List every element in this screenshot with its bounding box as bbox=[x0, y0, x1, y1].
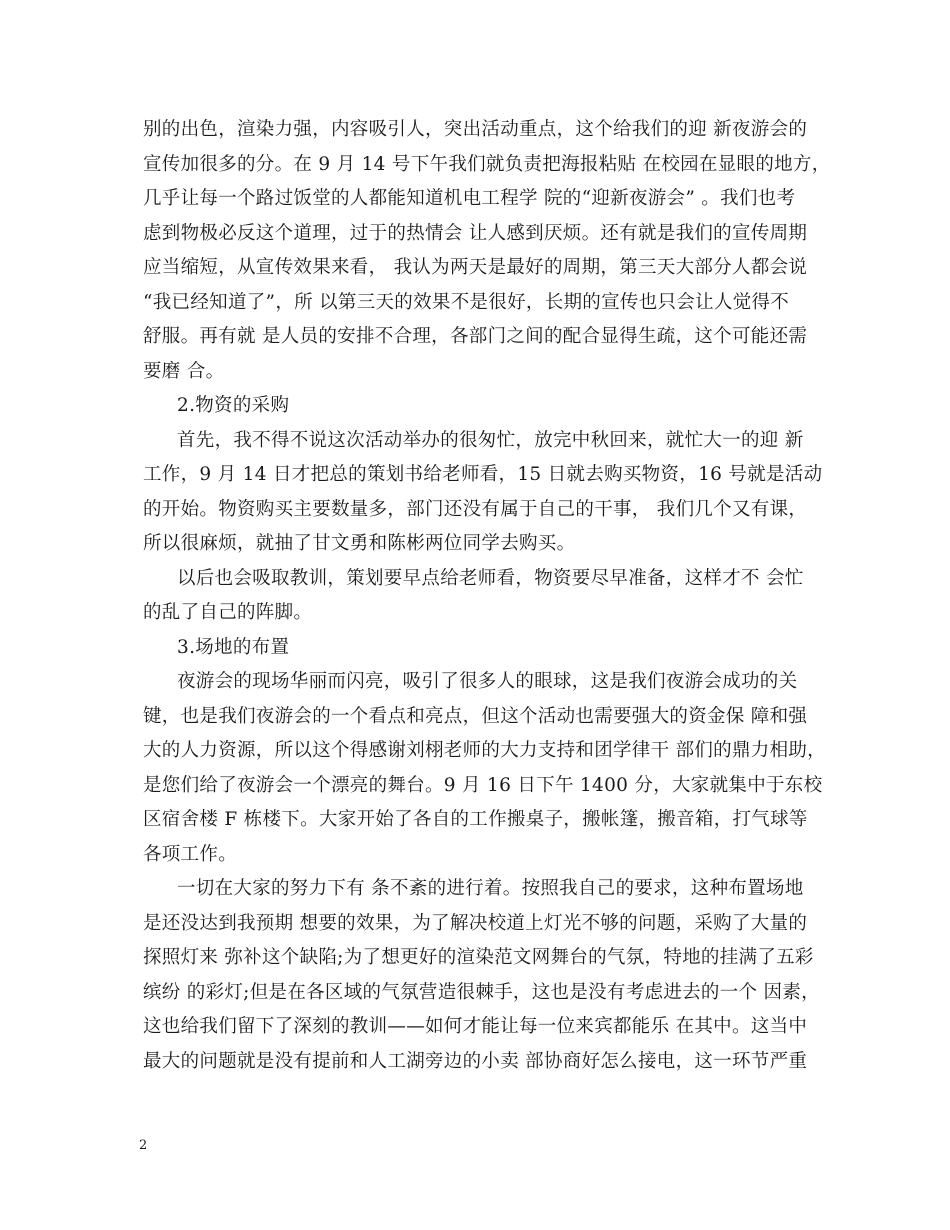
text-line: 的乱了自己的阵脚。 bbox=[143, 602, 313, 623]
text-line: 是还没达到我预期 想要的效果，为了解决校道上灯光不够的问题，采购了大量的 bbox=[143, 912, 808, 934]
text-line: 的开始。物资购买主要数量多，部门还没有属于自己的干事， 我们几个又有课， bbox=[143, 498, 808, 520]
page-number: 2 bbox=[139, 1138, 148, 1153]
text-line: 要磨 合。 bbox=[143, 360, 225, 382]
text-line: 键，也是我们夜游会的一个看点和亮点，但这个活动也需要强大的资金保 障和强 bbox=[143, 705, 808, 727]
text-line: 是您们给了夜游会一个漂亮的舞台。9 月 16 日下午 1400 分，大家就集中于东校 bbox=[143, 774, 823, 796]
document-body bbox=[143, 113, 831, 1079]
text-line: 所以很麻烦，就抽了甘文勇和陈彬两位同学去购买。 bbox=[143, 533, 576, 554]
text-line: “我已经知道了”，所 以第三天的效果不是很好，长期的宣传也只会让人觉得不 bbox=[143, 291, 790, 313]
text-line: 2.物资的采购 bbox=[177, 395, 290, 416]
text-line: 一切在大家的努力下有 条不紊的进行着。按照我自己的要求，这种布置场地 bbox=[177, 878, 804, 899]
text-line: 舒服。再有就 是人员的安排不合理，各部门之间的配合显得生疏，这个可能还需 bbox=[143, 326, 808, 347]
text-line: 应当缩短，从宣传效果来看， 我认为两天是最好的周期，第三天大部分人都会说 bbox=[143, 257, 808, 278]
text-line: 这也给我们留下了深刻的教训——如何才能让每一位来宾都能乐 在其中。这当中 bbox=[143, 1016, 808, 1037]
text-line: 大的人力资源，所以这个得感谢刘栩老师的大力支持和团学律干 部们的鼎力相助， bbox=[143, 740, 826, 761]
text-line: 区宿舍楼 F 栋楼下。大家开始了各自的工作搬桌子，搬帐篷，搬音箱，打气球等 bbox=[143, 809, 808, 830]
text-line: 宣传加很多的分。在 9 月 14 号下午我们就负责把海报粘贴 在校园在显眼的地方， bbox=[143, 153, 831, 175]
text-line: 探照灯来 弥补这个缺陷;为了想更好的渲染范文网舞台的气氛，特地的挂满了五彩 bbox=[143, 947, 814, 968]
text-line: 3.场地的布置 bbox=[177, 636, 290, 658]
text-line: 夜游会的现场华丽而闪亮，吸引了很多人的眼球，这是我们夜游会成功的关 bbox=[177, 671, 798, 692]
text-line: 各项工作。 bbox=[143, 843, 238, 865]
text-line: 首先，我不得不说这次活动举办的很匆忙，放完中秋回来，就忙大一的迎 新 bbox=[177, 429, 804, 451]
text-line: 虑到物极必反这个道理，过于的热情会 让人感到厌烦。还有就是我们的宣传周期 bbox=[143, 222, 808, 244]
text-line: 别的出色，渲染力强，内容吸引人，突出活动重点，这个给我们的迎 新夜游会的 bbox=[143, 119, 808, 140]
text-line: 最大的问题就是没有提前和人工湖旁边的小卖 部协商好怎么接电，这一环节严重 bbox=[143, 1050, 808, 1072]
text-line: 几乎让每一个路过饭堂的人都能知道机电工程学 院的“迎新夜游会” 。我们也考 bbox=[143, 188, 796, 209]
text-line: 工作，9 月 14 日才把总的策划书给老师看，15 日就去购买物资，16 号就是活动 bbox=[143, 464, 823, 485]
text-line: 以后也会吸取教训，策划要早点给老师看，物资要尽早准备，这样才不 会忙 bbox=[177, 567, 804, 589]
text-line: 缤纷 的彩灯;但是在各区域的气氛营造很棘手，这也是没有考虑进去的一个 因素， bbox=[143, 981, 820, 1003]
